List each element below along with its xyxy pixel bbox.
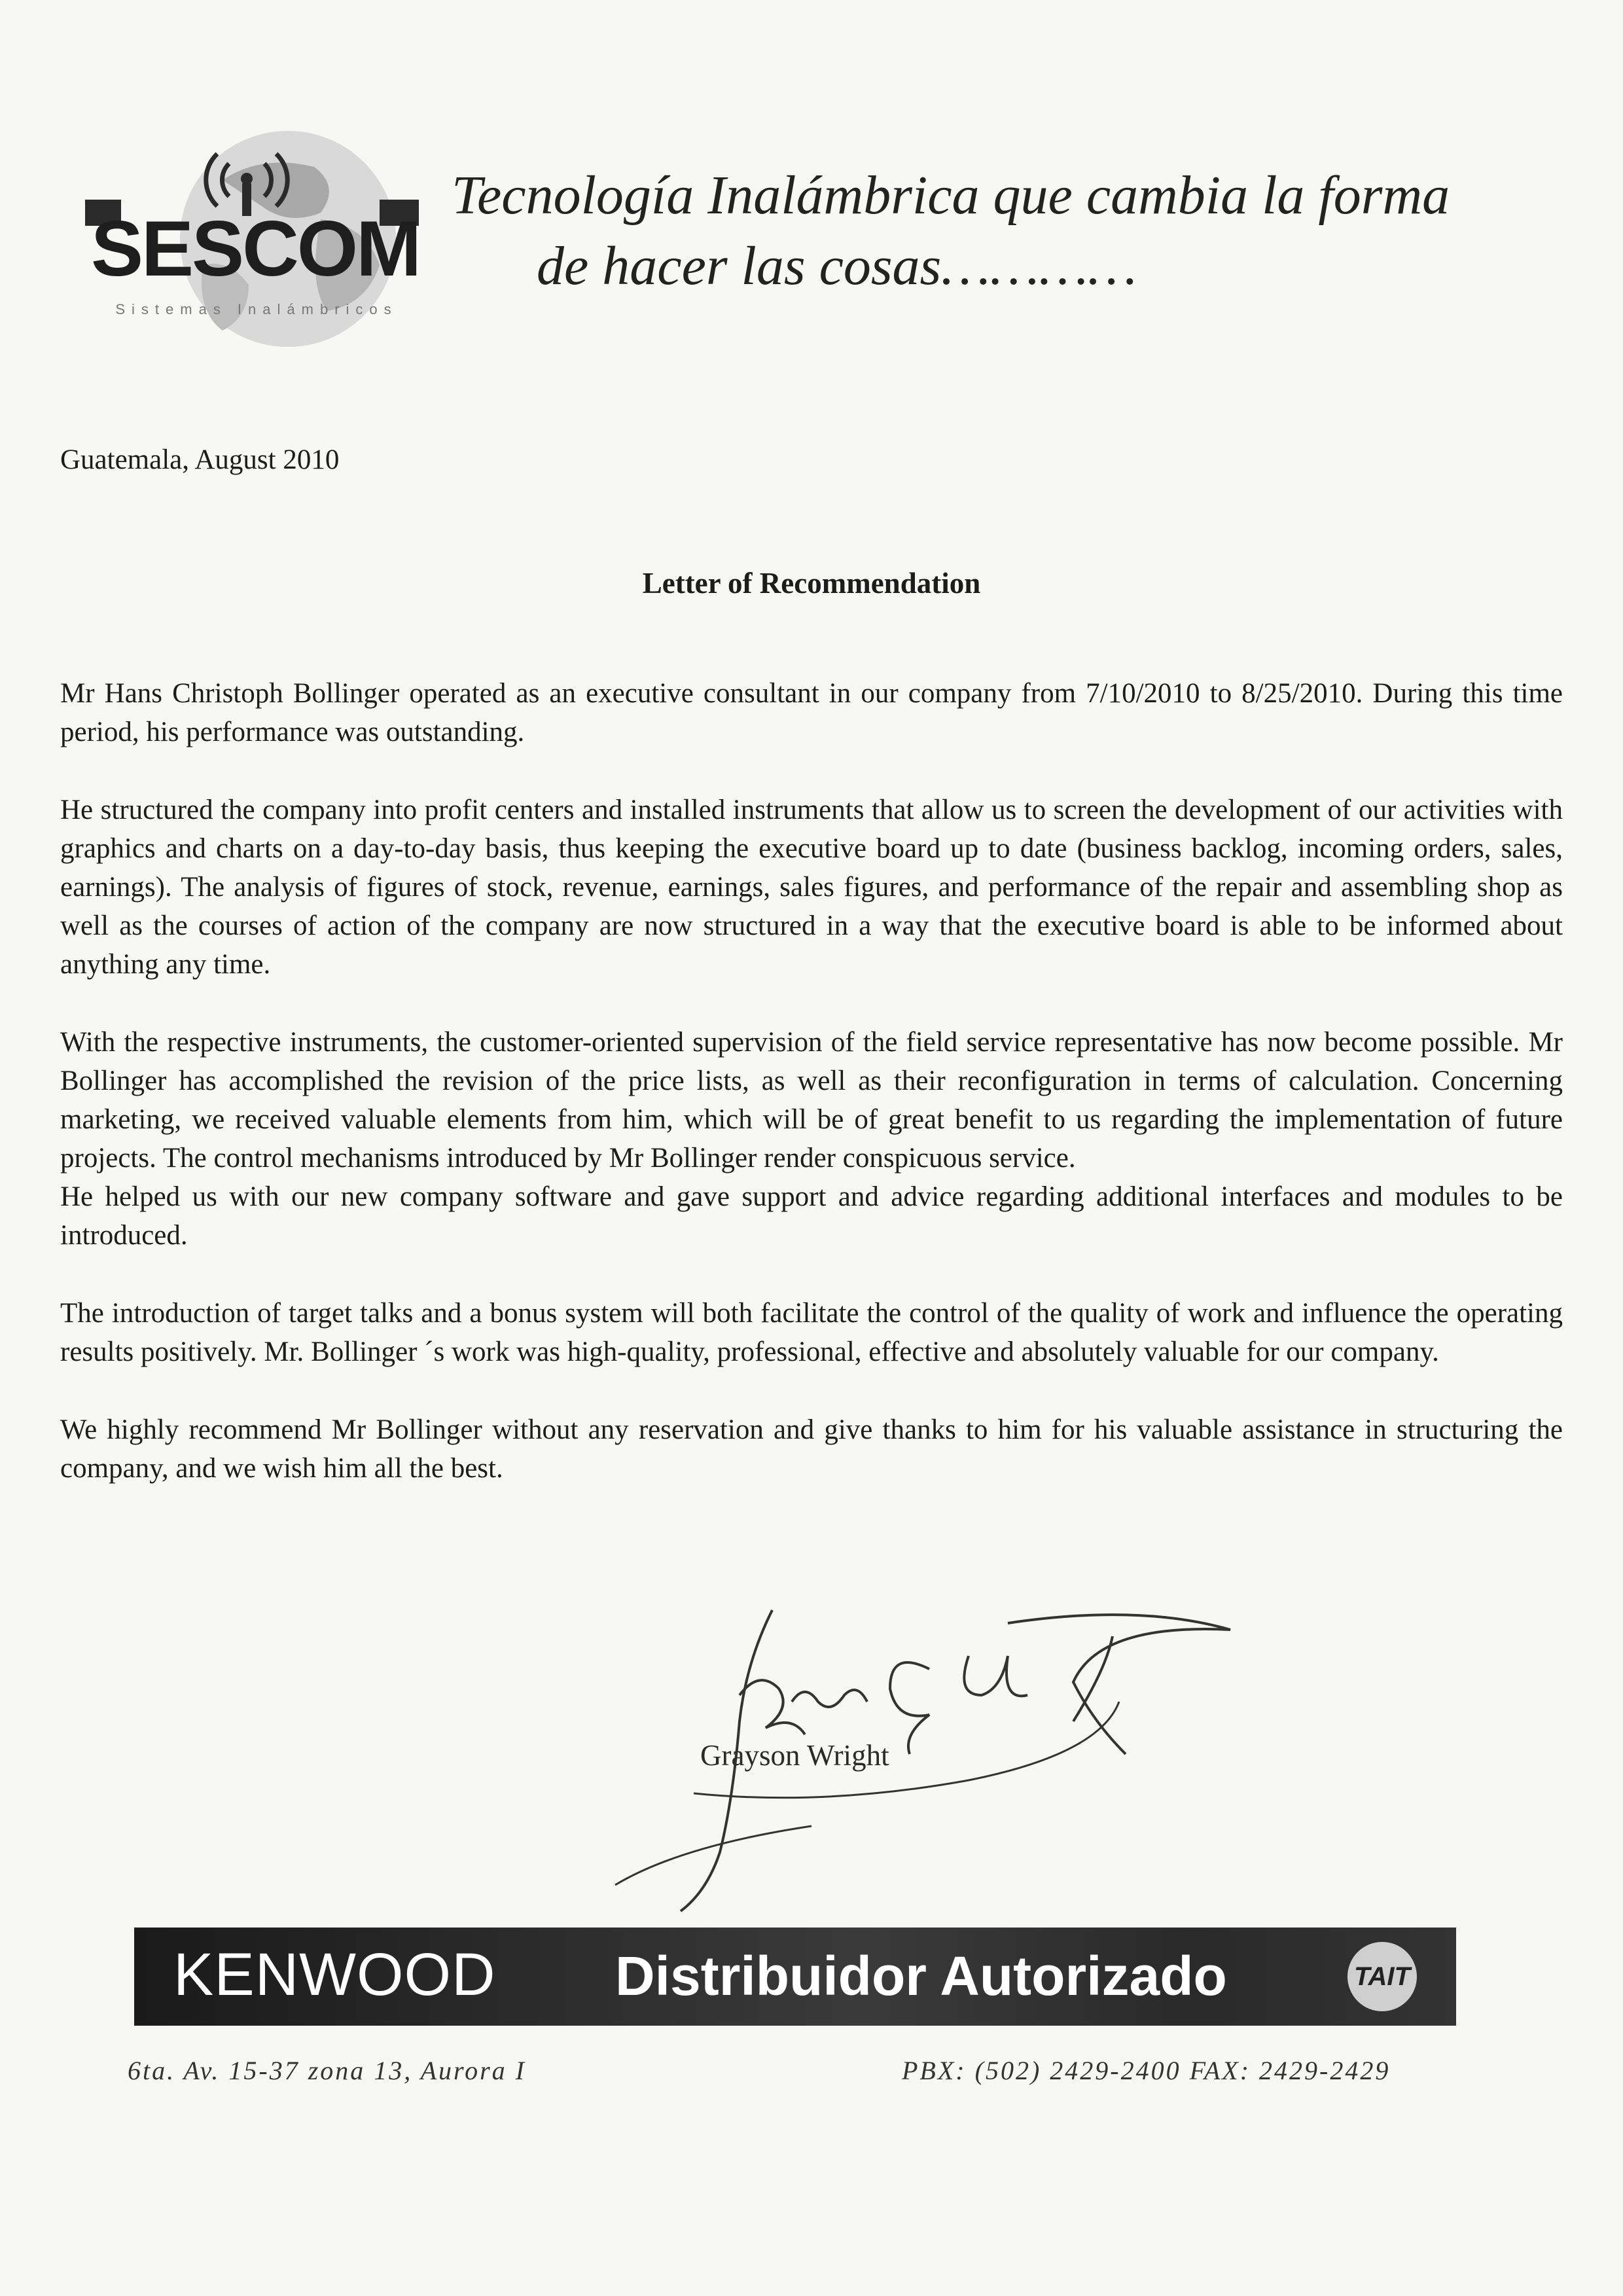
sescom-logo [72, 128, 438, 350]
tagline-line-2: de hacer las cosas………… [537, 236, 1137, 296]
signature-block [576, 1597, 1348, 1937]
paragraph: He structured the company into profit centers and installed instruments that allow us to screen the development of our activities with graphics and charts on a day-to-day basis, thus keeping the executive board up to date (business backlog, incoming orders, sales, earnings). The analysis of figures of stock, revenue, earnings, sales figures, and performance of the repair and assembling shop as well as the courses of action of the company are now structured in a way that the executive board is able to be informed about anything any time. [60, 795, 1563, 980]
paragraph: The introduction of target talks and a bonus system will both facilitate the control of the quality of work and influence the operating results positively. Mr. Bollinger ´s work was high-quality, professional, effective and absolutely valuable for our company. [60, 1298, 1563, 1367]
letter-date: Guatemala, August 2010 [60, 444, 340, 475]
logo-wordmark: SESCOM [90, 205, 420, 293]
letter-body [60, 674, 1563, 1527]
paragraph: Mr Hans Christoph Bollinger operated as an executive consultant in our company from 7/10/2010 to 8/25/2010. During this time period, his performance was outstanding. [60, 678, 1563, 747]
paragraph: We highly recommend Mr Bollinger without any reservation and give thanks to him for his valuable assistance in structuring the company, and we wish him all the best. [60, 1414, 1563, 1484]
footer-phones: PBX: (502) 2429-2400 FAX: 2429-2429 [902, 2056, 1391, 2085]
tagline [452, 160, 1531, 302]
handwritten-signature-icon [576, 1597, 1348, 1937]
paragraph: With the respective instruments, the customer-oriented supervision of the field service representative has now become possible. Mr Bollinger has accomplished the revision of the price lists, as well as their reconfiguration in terms of calculation. Concerning marketing, we received valuable elements from him, which will be of great benefit to us regarding the implementation of future projects. The control mechanisms introduced by Mr Bollinger render conspicuous service. [60, 1027, 1563, 1174]
paragraph: He helped us with our new company software and gave support and advice regarding additional interfaces and modules to be introduced. [60, 1181, 1563, 1251]
tait-logo-icon: TAIT [1347, 1942, 1417, 2011]
distributor-banner [134, 1928, 1456, 2026]
authorized-distributor-text: Distribuidor Autorizado [615, 1945, 1227, 2007]
tagline-line-1: Tecnología Inalámbrica que cambia la forma [452, 165, 1450, 226]
signer-name: Grayson Wright [700, 1739, 889, 1772]
letter-title: Letter of Recommendation [642, 567, 981, 600]
footer-address: 6ta. Av. 15-37 zona 13, Aurora I [128, 2056, 526, 2085]
kenwood-logo: KENWOOD [173, 1941, 496, 2008]
logo-subtitle: Sistemas Inalámbricos [115, 301, 398, 317]
